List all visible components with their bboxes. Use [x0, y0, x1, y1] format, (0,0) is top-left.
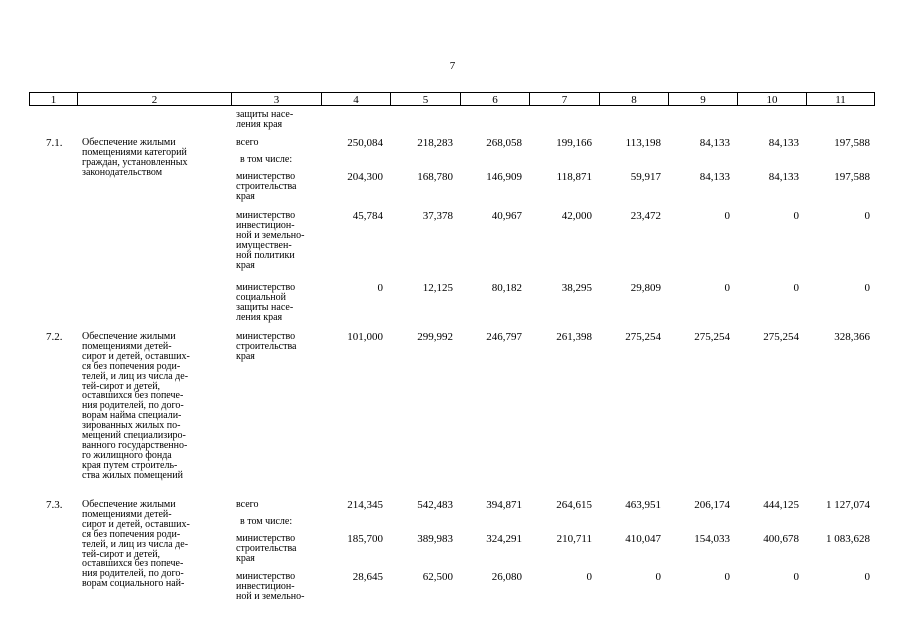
cell-value: 118,871: [556, 171, 592, 183]
cell-value: 246,797: [486, 331, 522, 343]
cell-value: 275,254: [625, 331, 661, 343]
cell-value: 197,588: [834, 171, 870, 183]
table-header: [29, 92, 875, 107]
row-title-7-1: Обеспечение жилыми помещениями категорий граждан, установленных законодательством: [82, 137, 188, 178]
cell-value: 1 127,074: [826, 499, 870, 511]
cell-value: 218,283: [417, 137, 453, 149]
header-col-6: 6: [460, 92, 529, 106]
executor-label: министерство социальной защиты насе- ления края: [236, 282, 296, 323]
cell-value: 0: [864, 282, 870, 294]
header-col-2: 2: [77, 92, 231, 106]
cell-value: 328,366: [834, 331, 870, 343]
cell-value: 146,909: [486, 171, 522, 183]
row-code-7-1: 7.1.: [46, 137, 63, 149]
cell-value: 28,645: [352, 571, 383, 583]
cell-value: 197,588: [834, 137, 870, 149]
cell-value: 389,983: [417, 533, 453, 545]
executor-label: министерство инвестицион- ной и земельно-: [236, 571, 305, 602]
cell-value: 0: [864, 210, 870, 222]
cell-value: 261,398: [556, 331, 592, 343]
cell-value: 26,080: [491, 571, 522, 583]
cell-value: 62,500: [422, 571, 453, 583]
cell-value: 101,000: [347, 331, 383, 343]
cell-value: 400,678: [763, 533, 799, 545]
cell-value: 80,182: [491, 282, 522, 294]
cell-value: 12,125: [422, 282, 453, 294]
cell-value: 84,133: [699, 137, 730, 149]
cell-value: 204,300: [347, 171, 383, 183]
cell-value: 410,047: [625, 533, 661, 545]
cell-value: 42,000: [561, 210, 592, 222]
cell-value: 23,472: [630, 210, 661, 222]
cell-value: 84,133: [768, 137, 799, 149]
cell-value: 444,125: [763, 499, 799, 511]
cell-value: 275,254: [763, 331, 799, 343]
cell-value: 214,345: [347, 499, 383, 511]
row-code-7-2: 7.2.: [46, 331, 63, 343]
page-number: 7: [449, 60, 456, 72]
cell-value: 0: [724, 571, 730, 583]
executor-label: министерство строительства края: [236, 331, 297, 362]
cell-value: 0: [724, 210, 730, 222]
executor-subheading: в том числе:: [240, 516, 293, 527]
cell-value: 275,254: [694, 331, 730, 343]
header-col-5: 5: [390, 92, 460, 106]
cell-value: 0: [793, 571, 799, 583]
cell-value: 268,058: [486, 137, 522, 149]
cell-value: 185,700: [347, 533, 383, 545]
cell-value: 0: [377, 282, 383, 294]
cell-value: 210,711: [556, 533, 592, 545]
header-col-7: 7: [529, 92, 599, 106]
cell-value: 0: [724, 282, 730, 294]
cell-value: 299,992: [417, 331, 453, 343]
header-col-4: 4: [321, 92, 390, 106]
cell-value: 38,295: [561, 282, 592, 294]
cell-value: 1 083,628: [826, 533, 870, 545]
cell-value: 37,378: [422, 210, 453, 222]
header-col-1: 1: [29, 92, 77, 106]
cell-value: 542,483: [417, 499, 453, 511]
executor-subheading: в том числе:: [240, 154, 293, 165]
cell-value: 199,166: [556, 137, 592, 149]
cell-value: 394,871: [486, 499, 522, 511]
executor-label: министерство строительства края: [236, 533, 297, 564]
executor-label: всего: [236, 137, 259, 148]
cell-value: 84,133: [699, 171, 730, 183]
header-col-3: 3: [231, 92, 321, 106]
cell-value: 0: [793, 210, 799, 222]
cell-value: 206,174: [694, 499, 730, 511]
executor-label: министерство инвестицион- ной и земельно- имуществен- ной политики края: [236, 210, 305, 271]
cell-value: 324,291: [486, 533, 522, 545]
header-col-11: 11: [806, 92, 875, 106]
cell-value: 463,951: [625, 499, 661, 511]
header-col-9: 9: [668, 92, 737, 106]
header-col-10: 10: [737, 92, 806, 106]
cell-value: 45,784: [352, 210, 383, 222]
cell-value: 29,809: [630, 282, 661, 294]
executor-label: министерство строительства края: [236, 171, 297, 202]
row-title-7-2: Обеспечение жилыми помещениями детей- сирот и детей, оставших- ся без попечения роди- телей, и лиц из числа де- тей-сирот и детей, оставшихся без попече- ния родителей, по дого- ворам найма специали- зированных жилых по- мещений специализиро- ванного государственно- го жилищного фонда края путем строитель- ства жилых помещений: [82, 331, 190, 481]
cell-value: 0: [864, 571, 870, 583]
executor-label: всего: [236, 499, 259, 510]
cell-value: 0: [793, 282, 799, 294]
cell-value: 84,133: [768, 171, 799, 183]
row-title-7-3: Обеспечение жилыми помещениями детей- сирот и детей, оставших- ся без попечения роди- телей, и лиц из числа де- тей-сирот и детей, оставшихся без попече- ния родителей, по дого- ворам социального най-: [82, 499, 190, 590]
cell-value: 113,198: [625, 137, 661, 149]
cell-value: 59,917: [630, 171, 661, 183]
cell-value: 154,033: [694, 533, 730, 545]
cell-value: 264,615: [556, 499, 592, 511]
cell-value: 168,780: [417, 171, 453, 183]
cell-value: 40,967: [491, 210, 522, 222]
continuation-executor: защиты насе- ления края: [236, 109, 294, 130]
cell-value: 0: [586, 571, 592, 583]
header-col-8: 8: [599, 92, 668, 106]
row-code-7-3: 7.3.: [46, 499, 63, 511]
cell-value: 250,084: [347, 137, 383, 149]
cell-value: 0: [655, 571, 661, 583]
